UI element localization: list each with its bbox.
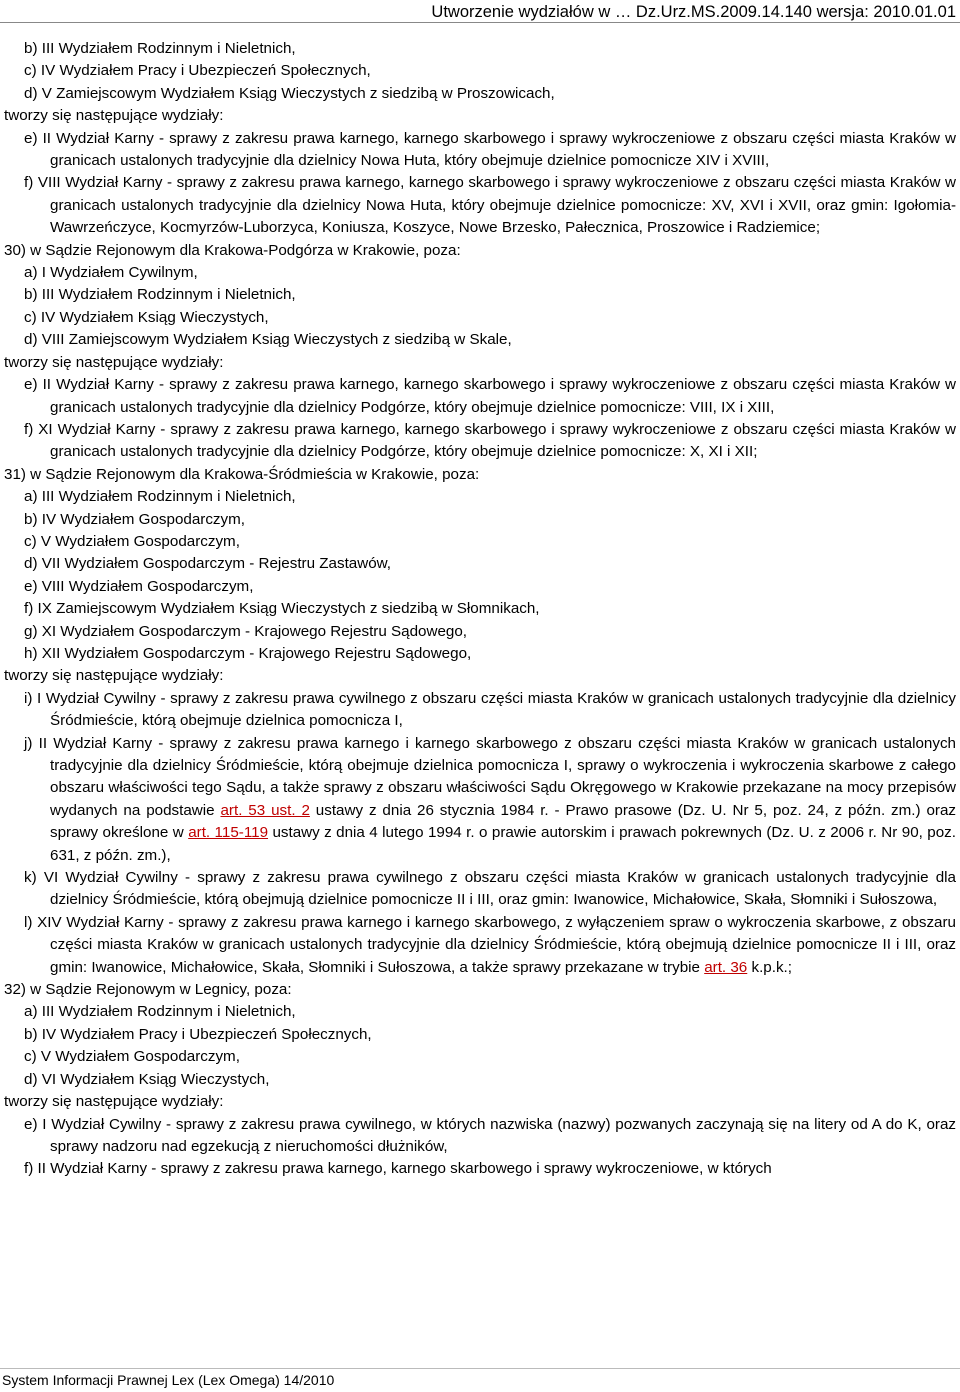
list-item: h) XII Wydziałem Gospodarczym - Krajowego Rejestru Sądowego, xyxy=(24,644,472,662)
section-heading: tworzy się następujące wydziały: xyxy=(4,353,224,371)
list-item: e) II Wydział Karny - sprawy z zakresu prawa karnego, karnego skarbowego i sprawy wykroczeniowe z obszaru części miasta Kraków w granicach ustalonych tradycyjnie dla dzielnicy Podgórze, który obejmuje dzielnice pomocnicze: VIII, IX i XIII, xyxy=(24,376,956,416)
law-reference-link[interactable]: art. 36 xyxy=(704,958,748,976)
list-item: f) VIII Wydział Karny - sprawy z zakresu prawa karnego, karnego skarbowego i sprawy wykroczeniowe z obszaru części miasta Kraków w granicach ustalonych tradycyjnie dla dzielnicy Nowa Huta, który obejmuje dzielnice pomocnicze: XV, XVI i XVII, oraz gmin: Igołomia-Wawrzeńczyce, Kocmyrzów-Luborzyca, Koniusza, Koszyce, Nowe Brzesko, Pałecznica, Proszowice i Radziemice; xyxy=(24,174,956,237)
section-heading: tworzy się następujące wydziały: xyxy=(4,107,224,125)
list-item: c) IV Wydziałem Ksiąg Wieczystych, xyxy=(24,308,269,326)
document-header: Utworzenie wydziałów w … Dz.Urz.MS.2009.14.140 wersja: 2010.01.01 xyxy=(431,3,956,21)
list-item: i) I Wydział Cywilny - sprawy z zakresu prawa cywilnego z obszaru części miasta Kraków w granicach ustalonych tradycyjnie dla dzielnicy Śródmieście, którą obejmuje dzielnica pomocnicza I, xyxy=(24,689,956,730)
document-footer: System Informacji Prawnej Lex (Lex Omega) 14/2010 xyxy=(2,1372,335,1388)
law-reference-link[interactable]: art. 53 ust. 2 xyxy=(220,801,310,819)
list-item: k) VI Wydział Cywilny - sprawy z zakresu prawa cywilnego z obszaru części miasta Kraków w granicach ustalonych tradycyjnie dla dzielnicy Śródmieście, którą obejmują dzielnice pomocnicze II i III, oraz gmin: Iwanowice, Michałowice, Skała, Słomniki i Sułoszowa, xyxy=(24,869,956,909)
section-heading: 31) w Sądzie Rejonowym dla Krakowa-Śródmieścia w Krakowie, poza: xyxy=(4,465,480,483)
list-item: b) III Wydziałem Rodzinnym i Nieletnich, xyxy=(24,286,296,304)
paragraph-text: ustawy z dnia 26 stycznia 1984 r. - Prawo prasowe (Dz. U. Nr 5, poz. 24, z późn. zm.) oraz sprawy określone w xyxy=(50,801,957,842)
paragraph-text: ustawy z dnia 4 lutego 1994 r. o prawie autorskim i prawach pokrewnych (Dz. U. z 2006 r. Nr 90, poz. 631, z późn. zm.), xyxy=(50,824,956,864)
paragraph-text: l) XIV Wydział Karny - sprawy z zakresu prawa karnego i karnego skarbowego, z wyłączeniem spraw o wykroczenia skarbowe, z obszaru części miasta Kraków w granicach ustalonych tradycyjnie dla dzielnicy Śródmieście, którą obejmują dzielnice pomocnicze II i III, oraz gmin: Iwanowice, Michałowice, Skała, Słomniki i Sułoszowa, a także sprawy przekazane w trybie xyxy=(24,913,956,976)
list-item: d) VIII Zamiejscowym Wydziałem Ksiąg Wieczystych z siedzibą w Skale, xyxy=(24,331,512,349)
list-item: a) I Wydziałem Cywilnym, xyxy=(24,264,198,282)
list-item: f) II Wydział Karny - sprawy z zakresu prawa karnego, karnego skarbowego i sprawy wykroczeniowe, w których xyxy=(24,1160,772,1178)
list-item: f) IX Zamiejscowym Wydziałem Ksiąg Wieczystych z siedzibą w Słomnikach, xyxy=(24,600,540,618)
list-item: d) VI Wydziałem Ksiąg Wieczystych, xyxy=(24,1070,270,1088)
list-item: a) III Wydziałem Rodzinnym i Nieletnich, xyxy=(24,488,296,506)
document-body xyxy=(4,38,956,1181)
law-reference-link[interactable]: art. 115-119 xyxy=(188,824,269,842)
list-item: c) V Wydziałem Gospodarczym, xyxy=(24,532,240,550)
list-item: d) VII Wydziałem Gospodarczym - Rejestru Zastawów, xyxy=(24,555,392,573)
list-item: e) II Wydział Karny - sprawy z zakresu prawa karnego, karnego skarbowego i sprawy wykroczeniowe z obszaru części miasta Kraków w granicach ustalonych tradycyjnie dla dzielnicy Nowa Huta, który obejmuje dzielnice pomocnicze XIV i XVIII, xyxy=(24,129,956,170)
section-heading: 30) w Sądzie Rejonowym dla Krakowa-Podgórza w Krakowie, poza: xyxy=(4,241,461,259)
list-item xyxy=(24,733,956,867)
list-item: c) V Wydziałem Gospodarczym, xyxy=(24,1048,240,1066)
section-heading: tworzy się następujące wydziały: xyxy=(4,1093,224,1111)
list-item: a) III Wydziałem Rodzinnym i Nieletnich, xyxy=(24,1003,296,1021)
list-item xyxy=(24,912,956,979)
paragraph-text: j) II Wydział Karny - sprawy z zakresu prawa karnego i karnego skarbowego z obszaru części miasta Kraków w granicach ustalonych tradycyjnie dla dzielnicy Śródmieście, którą obejmuje dzielnica pomocnicza I, sprawy o wykroczenia i wykroczenia skarbowe z całego obszaru właściwości tego Sądu, a także sprawy z obszaru właściwości Sądu Okręgowego w Krakowie przekazane na mocy przepisów wydanych na podstawie xyxy=(24,734,956,819)
header-divider xyxy=(0,22,960,23)
list-item: c) IV Wydziałem Pracy i Ubezpieczeń Społecznych, xyxy=(24,62,371,80)
section-heading: 32) w Sądzie Rejonowym w Legnicy, poza: xyxy=(4,981,292,999)
list-item: b) III Wydziałem Rodzinnym i Nieletnich, xyxy=(24,40,296,57)
list-item: b) IV Wydziałem Pracy i Ubezpieczeń Społecznych, xyxy=(24,1025,372,1043)
list-item: e) VIII Wydziałem Gospodarczym, xyxy=(24,577,254,595)
section-heading: tworzy się następujące wydziały: xyxy=(4,667,224,685)
footer-divider xyxy=(0,1368,960,1369)
list-item: b) IV Wydziałem Gospodarczym, xyxy=(24,510,245,528)
paragraph-text: k.p.k.; xyxy=(747,958,792,976)
list-item: d) V Zamiejscowym Wydziałem Ksiąg Wieczystych z siedzibą w Proszowicach, xyxy=(24,84,555,102)
list-item: f) XI Wydział Karny - sprawy z zakresu prawa karnego, karnego skarbowego i sprawy wykroczeniowe z obszaru części miasta Kraków w granicach ustalonych tradycyjnie dla dzielnicy Podgórze, który obejmuje dzielnice pomocnicze: X, XI i XII; xyxy=(24,420,956,461)
list-item: g) XI Wydziałem Gospodarczym - Krajowego Rejestru Sądowego, xyxy=(24,622,468,640)
list-item: e) I Wydział Cywilny - sprawy z zakresu prawa cywilnego, w których nazwiska (nazwy) pozwanych zaczynają się na litery od A do K, oraz sprawy nadzoru nad egzekucją z nieruchomości dłużników, xyxy=(24,1115,956,1155)
